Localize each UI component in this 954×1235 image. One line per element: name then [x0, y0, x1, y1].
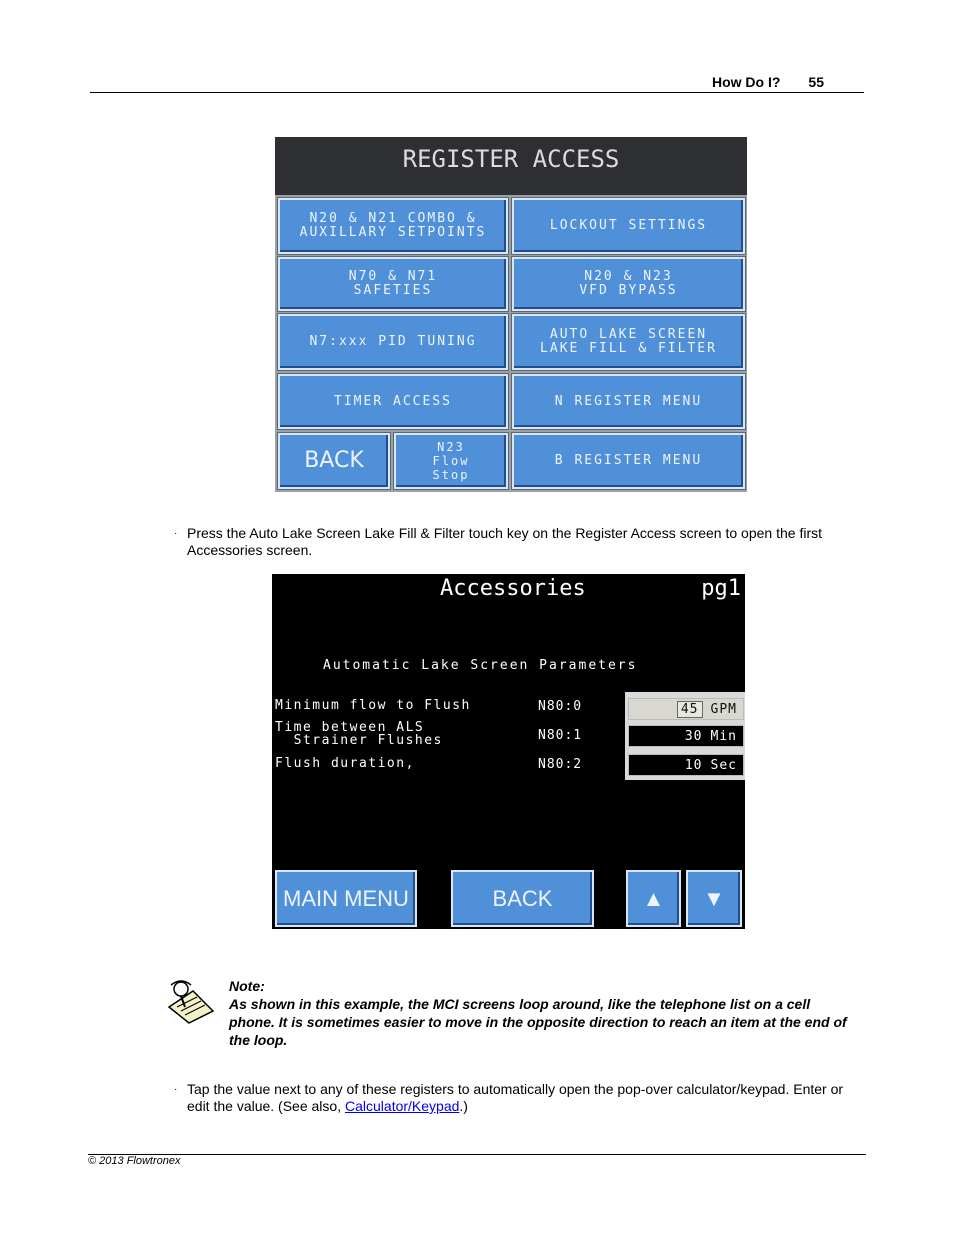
param-register: N80:1	[538, 728, 583, 743]
value: 30	[684, 728, 703, 744]
accessories-page-label: pg1	[701, 576, 741, 601]
unit: Min	[710, 728, 737, 744]
instruction-2-text: Tap the value next to any of these registers to automatically open the pop-over calculator/keypad. Enter or edit the value. (See also,	[187, 1081, 844, 1114]
main-menu-button[interactable]: MAIN MENU	[275, 870, 417, 927]
pid-tuning-button[interactable]: N7:xxx PID TUNING	[278, 314, 508, 370]
n-register-menu-button[interactable]: N REGISTER MENU	[512, 374, 745, 429]
header-rule	[90, 92, 864, 93]
value: 10	[684, 757, 703, 773]
param-register: N80:0	[538, 699, 583, 714]
back-button[interactable]: BACK	[278, 433, 390, 489]
note-body: As shown in this example, the MCI screens loop around, like the telephone list on a cell phone. It is sometimes easier to move in the opposite direction to reach an item at the end of the loop.	[229, 996, 847, 1048]
note-pin-icon	[163, 977, 217, 1025]
flush-interval-value-field[interactable]	[628, 725, 744, 747]
page-number: 55	[808, 74, 824, 90]
n23-flow-stop-button[interactable]: N23 Flow Stop	[394, 433, 508, 489]
back-button[interactable]: BACK	[451, 870, 594, 927]
note-block	[229, 977, 854, 1049]
b-register-menu-button[interactable]: B REGISTER MENU	[512, 433, 745, 489]
footer-rule	[88, 1154, 866, 1155]
auto-lake-screen-button[interactable]: AUTO LAKE SCREEN LAKE FILL & FILTER	[512, 314, 745, 370]
n70-n71-safeties-button[interactable]: N70 & N71 SAFETIES	[278, 257, 508, 311]
flush-duration-value-field[interactable]	[628, 754, 744, 776]
accessories-subtitle: Automatic Lake Screen Parameters	[323, 658, 638, 673]
register-access-screenshot	[275, 137, 747, 492]
instruction-2-tail: .)	[459, 1098, 468, 1114]
param-register: N80:2	[538, 757, 583, 772]
note-heading: Note:	[229, 978, 265, 994]
accessories-title: Accessories	[440, 576, 586, 601]
calculator-keypad-link[interactable]: Calculator/Keypad	[345, 1098, 460, 1114]
down-arrow-icon[interactable]: ▼	[686, 870, 742, 927]
param-label: Minimum flow to Flush	[275, 698, 471, 713]
section-title: How Do I?	[711, 74, 781, 90]
up-arrow-icon[interactable]: ▲	[626, 870, 681, 927]
lockout-settings-button[interactable]: LOCKOUT SETTINGS	[512, 198, 745, 254]
instruction-1-text: Press the Auto Lake Screen Lake Fill & Filter touch key on the Register Access screen to open the first Accessories screen.	[187, 525, 822, 558]
unit: Sec	[710, 757, 737, 773]
accessories-screenshot	[272, 574, 745, 929]
unit: GPM	[710, 701, 737, 717]
min-flow-value-field[interactable]	[628, 698, 744, 720]
param-label: Flush duration,	[275, 756, 415, 771]
instruction-2: · Tap the value next to any of these registers to automatically open the pop-over calculator/keypad. Enter or edit the value. (See also, Calculator/Keypad.)	[174, 1081, 844, 1114]
n20-n23-vfd-bypass-button[interactable]: N20 & N23 VFD BYPASS	[512, 257, 745, 311]
register-access-title: REGISTER ACCESS	[275, 137, 747, 195]
param-label: Time between ALS Strainer Flushes	[275, 720, 443, 748]
value: 45	[677, 701, 703, 718]
copyright: © 2013 Flowtronex	[88, 1155, 181, 1167]
n20-n21-combo-button[interactable]: N20 & N21 COMBO & AUXILLARY SETPOINTS	[278, 198, 508, 254]
instruction-1: · Press the Auto Lake Screen Lake Fill & Filter touch key on the Register Access screen to open the first Accessories screen.	[174, 525, 864, 559]
timer-access-button[interactable]: TIMER ACCESS	[278, 374, 508, 429]
running-header	[712, 74, 824, 90]
